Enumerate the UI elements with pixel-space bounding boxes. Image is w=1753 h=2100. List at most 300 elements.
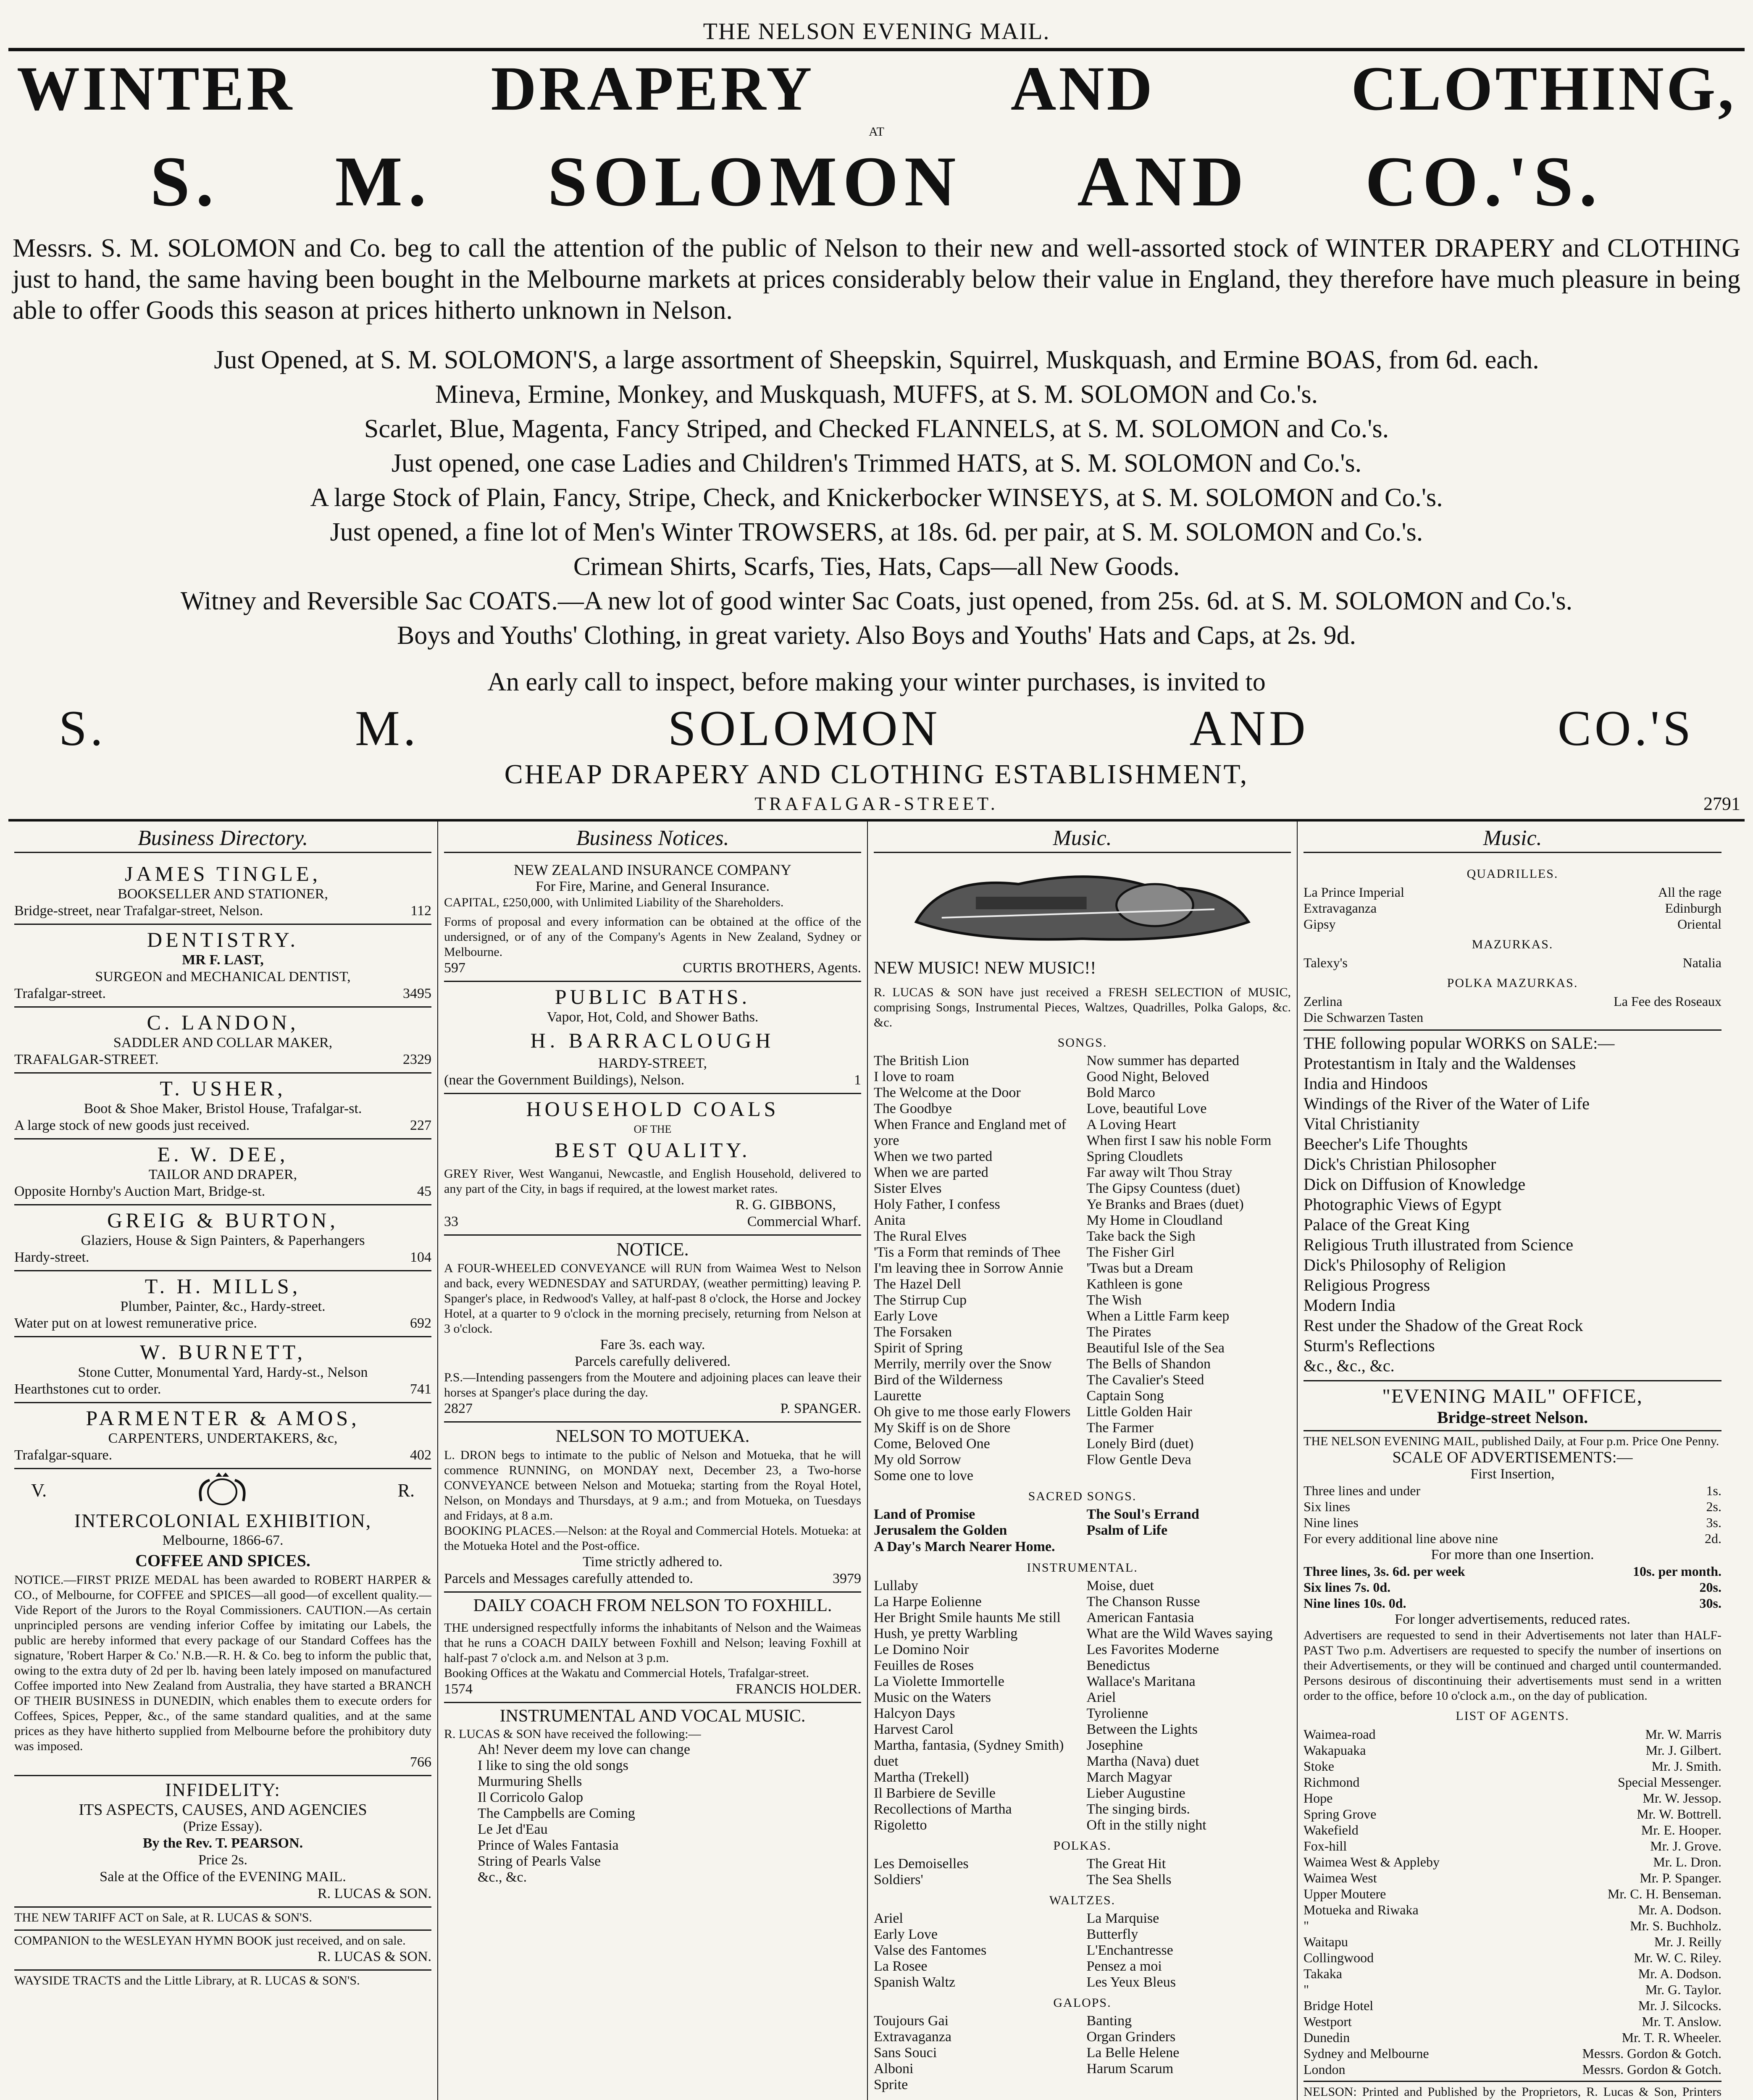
columns [8, 819, 1745, 2100]
street-label: TRAFALGAR-STREET. [754, 793, 999, 814]
infidelity-price: Price 2s. [198, 1852, 248, 1868]
instrumental-title: Martha (Nava) duet [1086, 1754, 1199, 1769]
motueka-time: Time strictly adhered to. [582, 1554, 723, 1570]
sacred-last: A Day's March Nearer Home. [874, 1539, 1055, 1554]
agent-row [1304, 1918, 1721, 1934]
song-title: When a Little Farm keep [1086, 1308, 1230, 1324]
baths-footer [444, 1072, 861, 1089]
notice-ad [444, 1236, 861, 1423]
song-title: 'Tis a Form that reminds of Thee [874, 1244, 1061, 1260]
music-instruments-icon [891, 859, 1274, 951]
galop-title: Harum Scarum [1086, 2061, 1174, 2076]
offer-line: Boys and Youths' Clothing, in great variety. Also Boys and Youths' Hats and Caps, at 2s. 9d. [397, 621, 1356, 650]
entry-no: 3495 [403, 986, 431, 1001]
motueka-booking: BOOKING PLACES.—Nelson: at the Royal and Commercial Hotels. Motueka: at the Motueka Hotel and the Post-office. [444, 1524, 861, 1553]
song-title: Ye Branks and Braes (duet) [1086, 1197, 1244, 1212]
song-title: My old Sorrow [874, 1452, 961, 1467]
agent-row-cell: Mr. J. Smith. [1651, 1759, 1721, 1774]
offer-lines [8, 343, 1745, 653]
rate-row [1304, 1595, 1721, 1611]
entry-name: DENTISTRY. [147, 928, 299, 951]
sacred-title: Psalm of Life [1086, 1522, 1168, 1538]
section-heading: QUADRILLES. [1467, 867, 1559, 881]
galop-title: Toujours Gai [874, 2013, 949, 2029]
infidelity-sale: Sale at the Office of the EVENING MAIL. [100, 1869, 346, 1885]
rate-row-cell: 30s. [1699, 1596, 1721, 1611]
sacred-title: Land of Promise [874, 1507, 975, 1522]
agent-row-cell: Mr. J. Grove. [1650, 1838, 1721, 1853]
work-title: Photographic Views of Egypt [1304, 1195, 1502, 1214]
headline-word: CLOTHING, [1351, 54, 1736, 123]
coals-quality: BEST QUALITY. [555, 1138, 751, 1162]
entry-addr: TRAFALGAR-STREET. [14, 1052, 159, 1067]
song-title: I'm leaving thee in Sorrow Annie [874, 1260, 1063, 1276]
exhibition-title: INTERCOLONIAL EXHIBITION, [74, 1510, 372, 1531]
entry-line [14, 1381, 431, 1398]
work-title: Religious Progress [1304, 1276, 1430, 1294]
coals-no: 33 [444, 1214, 458, 1229]
directory-entry [14, 925, 431, 1008]
offer-line: Scarlet, Blue, Magenta, Fancy Striped, and Checked FLANNELS, at S. M. SOLOMON and Co.'s. [364, 415, 1389, 443]
insurance-footer [444, 960, 861, 976]
songs-right [1086, 1053, 1291, 1484]
agent-row [1304, 1758, 1721, 1774]
entry-line [14, 1315, 431, 1332]
agent-row [1304, 1902, 1721, 1918]
polka-title: The Great Hit [1086, 1856, 1166, 1872]
coffee-no: 766 [410, 1754, 431, 1770]
list-item: I like to sing the old songs [478, 1758, 628, 1773]
instrumental-title: Between the Lights [1086, 1722, 1198, 1737]
song-title: Merrily, merrily over the Snow [874, 1356, 1052, 1372]
work-title: &c., &c., &c. [1304, 1356, 1395, 1375]
rate-row [1304, 1499, 1721, 1515]
entry-line [14, 1447, 431, 1464]
instrumental-title: Her Bright Smile haunts Me still [874, 1610, 1061, 1625]
directory-entry [14, 1139, 431, 1205]
notice-footer [444, 1400, 861, 1417]
firm-word: AND [1189, 700, 1309, 756]
song-title: The Cavalier's Steed [1086, 1372, 1204, 1388]
entry-name: GREIG & BURTON, [107, 1208, 339, 1232]
agent-row-cell: Takaka [1304, 1966, 1342, 1981]
entry-no: 104 [410, 1250, 431, 1265]
instrumental-title: INSTRUMENTAL AND VOCAL MUSIC. [499, 1706, 806, 1726]
agent-row [1304, 1870, 1721, 1886]
list-item: Ah! Never deem my love can change [478, 1742, 690, 1757]
waltzes-list [874, 1911, 1291, 1990]
entry-no: 2329 [403, 1052, 431, 1067]
entry-desc: Stone Cutter, Monumental Yard, Hardy-st., Nelson [78, 1365, 368, 1380]
coach-body: THE undersigned respectfully informs the inhabitants of Nelson and the Waimeas that he runs a COACH DAILY between Foxhill and Nelson; leaving Foxhill at half-past 7 o'clock a.m. and Nelson at 3 p.m. [444, 1621, 861, 1665]
polka-mazurka-row [1304, 993, 1721, 1009]
quadrille-row-cell: Oriental [1677, 916, 1721, 932]
hymn-text: COMPANION to the WESLEYAN HYMN BOOK just received, and on sale. [14, 1934, 406, 1948]
agent-row-cell: Bridge Hotel [1304, 1998, 1374, 2013]
song-title: The Bells of Shandon [1086, 1356, 1211, 1372]
directory-entry [14, 859, 431, 925]
polka-mazurka-row-cell: Zerlina [1304, 994, 1343, 1009]
quadrille-row [1304, 884, 1721, 900]
song-title: The Goodbye [874, 1101, 952, 1116]
new-music-banner: NEW MUSIC! NEW MUSIC!! [874, 958, 1096, 978]
quadrille-row-cell: La Prince Imperial [1304, 885, 1404, 900]
entry-desc: CARPENTERS, UNDERTAKERS, &c, [108, 1431, 338, 1446]
entry-line [14, 903, 431, 919]
section-heading: MAZURKAS. [1472, 937, 1553, 951]
work-title: Rest under the Shadow of the Great Rock [1304, 1316, 1583, 1335]
exhibition-ad [14, 1469, 431, 1776]
column-heading: Music. [874, 822, 1291, 853]
infidelity-ad [14, 1776, 431, 1908]
coals-title: HOUSEHOLD COALS [526, 1097, 779, 1121]
tracts-text: WAYSIDE TRACTS and the Little Library, at R. LUCAS & SON'S. [14, 1974, 360, 1987]
song-title: The Rural Elves [874, 1228, 967, 1244]
headline [8, 53, 1745, 124]
coals-sign: R. G. GIBBONS, [736, 1197, 836, 1213]
list-item: The Campbells are Coming [478, 1806, 635, 1821]
mazurka-row-cell: Natalia [1682, 955, 1721, 970]
headline-word: WINTER [17, 54, 295, 123]
galop-title: Sprite [874, 2077, 908, 2092]
agent-row-cell: Mr. W. Jessop. [1643, 1790, 1721, 1806]
song-title: The Fisher Girl [1086, 1244, 1175, 1260]
instr-left [874, 1578, 1078, 1833]
agent-row-cell: Motueka and Riwaka [1304, 1902, 1419, 1917]
instrumental-title: Moise, duet [1086, 1578, 1154, 1593]
agent-row-cell: Mr. L. Dron. [1653, 1854, 1721, 1869]
instrumental-list [874, 1578, 1291, 1833]
firm-word: SOLOMON [668, 700, 941, 756]
work-title: India and Hindoos [1304, 1074, 1428, 1093]
instrumental-title: What are the Wild Waves saying [1086, 1626, 1273, 1641]
song-title: 'Twas but a Dream [1086, 1260, 1193, 1276]
music-intro: R. LUCAS & SON have just received a FRESH SELECTION of MUSIC, comprising Songs, Instrumental Pieces, Waltzes, Quadrilles, Polka Galops, &c. &c. [874, 985, 1291, 1029]
list-item: Murmuring Shells [478, 1774, 582, 1789]
firm-name [8, 139, 1745, 223]
work-title: Dick on Diffusion of Knowledge [1304, 1175, 1526, 1194]
rate-row-cell: Nine lines [1304, 1515, 1359, 1530]
agent-row-cell: Hope [1304, 1790, 1333, 1806]
song-title: The Stirrup Cup [874, 1292, 967, 1308]
waltz-title: Valse des Fantomes [874, 1942, 987, 1958]
agent-row-cell: Mr. P. Spanger. [1640, 1870, 1721, 1885]
motueka-footer [444, 1570, 861, 1587]
longer-ads: For longer advertisements, reduced rates. [1395, 1612, 1630, 1627]
intro-paragraph: Messrs. S. M. SOLOMON and Co. beg to call the attention of the public of Nelson to their new and well-assorted stock of WINTER DRAPERY and CLOTHING just to hand, the same having been bought in the Melbourne markets at prices considerably below their value in England, they therefore have much pleasure in being able to offer Goods this season at prices hitherto unknown in Nelson. [13, 234, 1740, 325]
song-title: Captain Song [1086, 1388, 1164, 1404]
mazurka-row [1304, 955, 1721, 971]
offer-line: A large Stock of Plain, Fancy, Stripe, Check, and Knickerbocker WINSEYS, at S. M. SOLOMON and Co.'s. [310, 483, 1443, 512]
entry-line [14, 1249, 431, 1266]
galop-title: Sans Souci [874, 2045, 937, 2061]
entry-desc: SADDLER AND COLLAR MAKER, [113, 1035, 333, 1050]
agent-row-cell: Waimea West [1304, 1870, 1377, 1885]
entry-addr2: Trafalgar-street. [14, 986, 106, 1001]
infidelity-by: By the Rev. T. PEARSON. [142, 1835, 303, 1851]
waltz-title: Ariel [874, 1911, 903, 1926]
song-title: Laurette [874, 1388, 922, 1404]
song-title: My Skiff is on de Shore [874, 1420, 1011, 1436]
hymn-sign: R. LUCAS & SON. [317, 1949, 431, 1964]
waltz-title: Les Yeux Bleus [1086, 1974, 1176, 1990]
instrumental-title: La Violette Immortelle [874, 1674, 1004, 1689]
instrumental-title: March Magyar [1086, 1769, 1172, 1785]
instrumental-title: Oft in the stilly night [1086, 1817, 1206, 1833]
motueka-body: L. DRON begs to intimate to the public of Nelson and Motueka, that he will commence RUNNING, on MONDAY next, December 23, a Two-horse CONVEYANCE between Nelson and Motueka; starting from the Royal Hotel, Nelson, on Mondays and Thursdays, at 9 a.m.; and from Motueka, on Tuesdays and Fridays, at 8 a.m. [444, 1448, 861, 1522]
rate-row-cell: 3s. [1706, 1515, 1721, 1530]
galop-title: Alboni [874, 2061, 914, 2076]
firm-word: M. [335, 142, 432, 221]
waltz-title: Early Love [874, 1927, 938, 1942]
headline-word: AND [1010, 54, 1155, 123]
agent-row-cell: Dunedin [1304, 2030, 1350, 2045]
newspaper-page [8, 17, 1745, 2100]
firm-word: S. [59, 700, 106, 756]
column-heading: Music. [1304, 822, 1721, 853]
waltz-title: La Rosee [874, 1958, 928, 1974]
entry-name: E. W. DEE, [157, 1142, 289, 1166]
agent-row-cell: Mr. W. Bottrell. [1637, 1806, 1721, 1822]
rate-row-cell: 2d. [1705, 1531, 1721, 1546]
quadrille-row-cell: Extravaganza [1304, 900, 1377, 916]
notice-body: A FOUR-WHEELED CONVEYANCE will RUN from Waimea West to Nelson and back, every WEDNESDAY and SATURDAY, (weather permitting) leaving P. Spanger's place, in Redwood's Valley, at half-past 8 o'clock, the Horse and Jockey Hotel, at a quarter to 9 o'clock in the morning precisely, returning from Nelson at 3 o'clock. [444, 1261, 861, 1336]
column-music [868, 822, 1298, 2100]
agent-row-cell: Wakefield [1304, 1822, 1359, 1838]
entry-desc: Plumber, Painter, &c., Hardy-street. [120, 1299, 326, 1314]
polkas-right [1086, 1856, 1291, 1888]
agent-row-cell: Mr. T. Anslow. [1642, 2014, 1721, 2029]
galop-title: Organ Grinders [1086, 2029, 1176, 2045]
quadrilles-list [1304, 884, 1721, 932]
song-title: Kathleen is gone [1086, 1276, 1183, 1292]
column-heading: Business Directory. [14, 822, 431, 853]
instrumental-title: Martha (Trekell) [874, 1769, 969, 1785]
offer-line: Crimean Shirts, Scarfs, Ties, Hats, Caps—all New Goods. [573, 552, 1180, 581]
songs-list [874, 1053, 1291, 1484]
agent-row-cell: Mr. C. H. Benseman. [1607, 1886, 1721, 1901]
agent-row-cell: London [1304, 2062, 1346, 2077]
entry-no: 692 [410, 1315, 431, 1331]
notice-fare: Fare 3s. each way. [600, 1337, 705, 1352]
insurance-title: NEW ZEALAND INSURANCE COMPANY [513, 861, 792, 878]
hymn-ad [14, 1931, 431, 1971]
song-title: Flow Gentle Deva [1086, 1452, 1191, 1467]
insurance-ad [444, 859, 861, 982]
work-title: Windings of the River of the Water of Life [1304, 1094, 1590, 1113]
agent-row-cell: Waimea West & Appleby [1304, 1854, 1440, 1869]
infidelity-title: INFIDELITY: [165, 1780, 281, 1800]
instrumental-title: Le Domino Noir [874, 1642, 969, 1657]
quadrille-row [1304, 900, 1721, 916]
song-title: The Farmer [1086, 1420, 1154, 1436]
coals-footer [444, 1213, 861, 1230]
firm-word: S. [150, 142, 220, 221]
section-heading: SONGS. [1057, 1036, 1107, 1050]
polka-mazurka-row [1304, 1009, 1721, 1025]
masthead-rule [8, 48, 1745, 51]
song-title: When we are parted [874, 1165, 988, 1180]
coals-place: Commercial Wharf. [747, 1214, 861, 1229]
agent-row-cell: Spring Grove [1304, 1806, 1377, 1822]
insurance-body: Forms of proposal and every information can be obtained at the office of the undersigned, or of any of the Company's Agents in New Zealand, Sydney or Melbourne. [444, 915, 861, 959]
song-title: Some one to love [874, 1468, 974, 1483]
entry-desc: MR F. LAST, [182, 952, 264, 968]
agent-row-cell: Collingwood [1304, 1950, 1374, 1965]
column-business-directory [8, 822, 438, 2100]
polkas-left [874, 1856, 1078, 1888]
instrumental-title: Music on the Waters [874, 1690, 991, 1705]
waltz-title: Butterfly [1086, 1927, 1138, 1942]
coach-no: 1574 [444, 1681, 473, 1697]
entry-no: 112 [410, 903, 431, 919]
instrumental-title: La Harpe Eolienne [874, 1594, 982, 1609]
instr-right [1086, 1578, 1291, 1833]
works-list [1304, 1053, 1721, 1376]
song-title: Anita [874, 1213, 906, 1228]
agent-row-cell: Messrs. Gordon & Gotch. [1582, 2046, 1721, 2061]
instrumental-title: Halcyon Days [874, 1706, 955, 1721]
instrumental-title: Hush, ye pretty Warbling [874, 1626, 1018, 1641]
song-title: The Pirates [1086, 1324, 1151, 1340]
notice-ps: P.S.—Intending passengers from the Moutere and adjoining places can leave their horses at Spanger's place during the day. [444, 1370, 861, 1399]
crest-left-letter: V. [31, 1480, 47, 1501]
office-ad [1304, 1381, 1721, 1431]
coals-ad [444, 1094, 861, 1236]
agent-row [1304, 2029, 1721, 2045]
song-title: I love to roam [874, 1069, 954, 1084]
list-item: Le Jet d'Eau [478, 1822, 548, 1837]
galops-list [874, 2013, 1291, 2093]
firm-name-footer [8, 699, 1745, 758]
song-title: Far away wilt Thou Stray [1086, 1165, 1233, 1180]
office-title: "EVENING MAIL" OFFICE, [1382, 1385, 1643, 1407]
galop-title: Banting [1086, 2013, 1132, 2029]
instrumental-title: Il Barbiere de Seville [874, 1785, 996, 1801]
agent-row [1304, 1966, 1721, 1982]
section-heading: GALOPS. [1053, 1996, 1112, 2010]
entry-addr: Bridge-street, near Trafalgar-street, Nelson. [14, 903, 263, 919]
instrumental-title: Les Favorites Moderne [1086, 1642, 1219, 1657]
work-title: Religious Truth illustrated from Science [1304, 1235, 1574, 1254]
notice-parcels: Parcels carefully delivered. [575, 1354, 731, 1369]
song-title: The Welcome at the Door [874, 1085, 1021, 1100]
song-title: Take back the Sigh [1086, 1228, 1196, 1244]
agent-row-cell: Fox-hill [1304, 1838, 1347, 1853]
list-item: Il Corricolo Galop [478, 1790, 583, 1805]
song-title: Spring Cloudlets [1086, 1149, 1183, 1164]
rate-row [1304, 1579, 1721, 1595]
work-title: Protestantism in Italy and the Waldenses [1304, 1054, 1576, 1073]
instrumental-title: American Fantasia [1086, 1610, 1194, 1625]
quadrille-row-cell: Edinburgh [1665, 900, 1721, 916]
instrumental-title: Lieber Augustine [1086, 1785, 1185, 1801]
agent-row-cell: Mr. G. Taylor. [1645, 1982, 1721, 1997]
song-title: Little Golden Hair [1086, 1404, 1192, 1420]
rate-row-cell: 1s. [1706, 1483, 1721, 1498]
rate-row-cell: 10s. per month. [1633, 1564, 1721, 1579]
instrumental-title: Wallace's Maritana [1086, 1674, 1196, 1689]
imprint: NELSON: Printed and Published by the Proprietors, R. Lucas & Son, Printers [1304, 2081, 1721, 2100]
entry-desc: Boot & Shoe Maker, Bristol House, Trafalgar-st. [84, 1101, 362, 1116]
office-sub: Bridge-street Nelson. [1437, 1408, 1588, 1427]
baths-addr: (near the Government Buildings), Nelson. [444, 1072, 685, 1088]
infidelity-prize: (Prize Essay). [183, 1819, 263, 1834]
entry-desc: Glaziers, House & Sign Painters, & Paperhangers [81, 1233, 365, 1248]
rate-row [1304, 1515, 1721, 1530]
agent-row-cell: Mr. S. Buchholz. [1630, 1918, 1721, 1933]
work-title: Beecher's Life Thoughts [1304, 1134, 1468, 1153]
agent-row-cell: Richmond [1304, 1774, 1360, 1790]
agent-row-cell: Mr. A. Dodson. [1638, 1902, 1721, 1917]
entry-line [14, 1117, 431, 1134]
agent-row [1304, 1774, 1721, 1790]
instrumental-title: Josephine [1086, 1738, 1143, 1753]
ad-number: 2791 [1703, 793, 1740, 814]
entry-addr: SURGEON and MECHANICAL DENTIST, [95, 969, 351, 984]
baths-street: HARDY-STREET, [598, 1055, 707, 1071]
insurance-sign: CURTIS BROTHERS, Agents. [683, 960, 861, 976]
column-music-2 [1298, 822, 1727, 2100]
rate-row-cell: Nine lines 10s. 0d. [1304, 1596, 1406, 1611]
rate-row-cell: Six lines 7s. 0d. [1304, 1580, 1391, 1595]
song-title: Lonely Bird (duet) [1086, 1436, 1194, 1452]
entry-addr: Hardy-street. [14, 1250, 89, 1265]
coach-booking: Booking Offices at the Wakatu and Commercial Hotels, Trafalgar-street. [444, 1666, 809, 1680]
instrumental-title: Rigoletto [874, 1817, 927, 1833]
baths-no: 1 [854, 1072, 861, 1088]
list-item: &c., &c. [478, 1869, 527, 1885]
sacred-title: The Soul's Errand [1086, 1507, 1199, 1522]
establishment: CHEAP DRAPERY AND CLOTHING ESTABLISHMENT, [504, 759, 1249, 790]
advertising-rates [1304, 1431, 1721, 2100]
firm-word: SOLOMON [547, 142, 962, 221]
works-ad [1304, 1031, 1721, 1381]
offer-line: Just opened, a fine lot of Men's Winter TROWSERS, at 18s. 6d. per pair, at S. M. SOLOMON and Co.'s. [330, 518, 1423, 546]
entry-addr: A large stock of new goods just received. [14, 1118, 250, 1133]
song-title: The Forsaken [874, 1324, 952, 1340]
song-title: Good Night, Beloved [1086, 1069, 1209, 1084]
song-title: Bold Marco [1086, 1085, 1155, 1100]
song-title: My Home in Cloudland [1086, 1213, 1223, 1228]
instrumental-title: Martha, fantasia, (Sydney Smith) duet [874, 1738, 1064, 1769]
agent-row [1304, 1806, 1721, 1822]
quadrille-row-cell: All the rage [1658, 885, 1721, 900]
coffee-notice: NOTICE.—FIRST PRIZE MEDAL has been awarded to ROBERT HARPER & CO., of Melbourne, for COFFEE and SPICES—all good—of excellent quality.—Vide Report of the Jurors to the Royal Commissioners. CAUTION.—As certain unprincipled persons are vending inferior Coffee by imitating our Labels, the public are hereby informed that every package of our Standard Coffees has the signature, 'Robert Harper & Co.' N.B.—R. H. & Co. beg to inform the public that, owing to the extra duty of 2d per lb. having been lately imposed on manufactured Coffee imported into New Zealand from Australia, they have started a BRANCH OF THEIR BUSINESS in DUNEDIN, which enables them to execute orders for Coffees, Spices, Pepper, &c., of the same standard qualities, and at the same prices as they have hitherto supplied from Melbourne before the prohibitory duty was imposed. [14, 1573, 431, 1753]
motueka-title: NELSON TO MOTUEKA. [555, 1427, 750, 1446]
motueka-no: 3979 [833, 1571, 861, 1586]
entry-line [14, 1051, 431, 1068]
instrumental-title: Tyrolienne [1086, 1706, 1149, 1721]
quadrille-row [1304, 916, 1721, 932]
coals-body: GREY River, West Wanganui, Newcastle, and English Household, delivered to any part of the City, in bags if required, at the lowest market rates. [444, 1167, 861, 1196]
insurance-sub: For Fire, Marine, and General Insurance. [535, 879, 770, 894]
rate-row-cell: Six lines [1304, 1499, 1351, 1514]
agent-row-cell: Mr. J. Reilly [1654, 1934, 1721, 1949]
song-title: Holy Father, I confess [874, 1197, 1000, 1212]
song-title: A Loving Heart [1086, 1117, 1176, 1132]
entry-name: PARMENTER & AMOS, [86, 1406, 360, 1430]
agent-row [1304, 1854, 1721, 1870]
song-title: The British Lion [874, 1053, 969, 1068]
offer-line: Just opened, one case Ladies and Children's Trimmed HATS, at S. M. SOLOMON and Co.'s. [391, 449, 1362, 478]
song-title: When France and England met of yore [874, 1117, 1066, 1148]
song-title: The Hazel Dell [874, 1276, 961, 1292]
list-item: String of Pearls Valse [478, 1853, 601, 1869]
entry-addr: Water put on at lowest remunerative price. [14, 1315, 257, 1331]
rate-row-cell: Three lines and under [1304, 1483, 1421, 1498]
work-title: Dick's Christian Philosopher [1304, 1155, 1496, 1173]
